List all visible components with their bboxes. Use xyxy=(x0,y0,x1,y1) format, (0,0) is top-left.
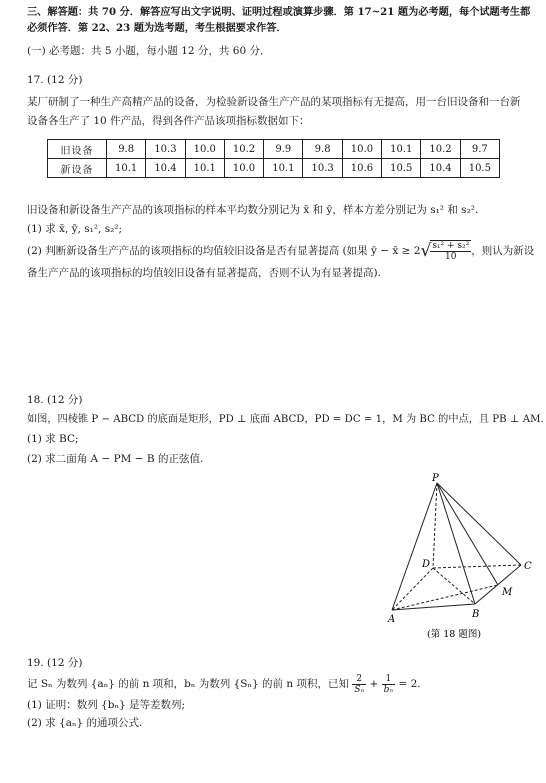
fraction-numerator: 1 xyxy=(382,674,395,685)
table-cell: 10.2 xyxy=(224,140,263,159)
table-row-new xyxy=(48,159,500,178)
q18-part2: (2) 求二面角 A − PM − B 的正弦值. xyxy=(27,453,204,465)
q18-header: 18. (12 分) xyxy=(27,394,83,406)
q18-part1: (1) 求 BC; xyxy=(27,433,79,445)
label-A: A xyxy=(388,614,396,625)
q18-pyramid-figure xyxy=(382,472,532,642)
q17-part2-tail: ，则认为新设 xyxy=(471,245,535,257)
q17-part2-line2: 备生产产品的该项指标的均值较旧设备有显著提高，否则不认为有显著提高). xyxy=(27,267,381,279)
table-cell: 10.1 xyxy=(382,140,421,159)
q17-data-table xyxy=(47,139,500,178)
table-cell: 10.6 xyxy=(342,159,381,178)
q19-statement xyxy=(27,670,421,698)
q19-part1: (1) 证明：数列 {bₙ} 是等差数列; xyxy=(27,699,186,711)
table-cell: 9.8 xyxy=(107,140,146,159)
edge-DC xyxy=(433,565,521,568)
label-C: C xyxy=(524,561,532,572)
q19-fraction-2-over-Sn xyxy=(352,674,366,695)
table-cell: 10.0 xyxy=(185,140,224,159)
q17-part2-line1 xyxy=(27,240,534,262)
fraction-denominator: 10 xyxy=(445,252,457,262)
table-cell: 10.1 xyxy=(185,159,224,178)
q17-part2-text: (2) 判断新设备生产产品的该项指标的均值较旧设备是否有显著提高 (如果 ȳ − x̄ ≥ 2 xyxy=(27,245,421,257)
table-cell: 10.4 xyxy=(146,159,185,178)
table-cell: 10.5 xyxy=(460,159,499,178)
label-P: P xyxy=(432,473,439,484)
fraction-numerator: 2 xyxy=(352,674,366,685)
fraction-denominator: Sₙ xyxy=(354,684,365,695)
edge-PD xyxy=(433,483,437,568)
q19-part2: (2) 求 {aₙ} 的通项公式. xyxy=(27,717,143,729)
q19-fraction-1-over-bn xyxy=(382,674,395,695)
table-cell: 10.2 xyxy=(421,140,460,159)
table-cell: 10.1 xyxy=(107,159,146,178)
label-M: M xyxy=(502,587,513,598)
table-cell: 10.0 xyxy=(224,159,263,178)
q17-intro-line1: 某厂研制了一种生产高精产品的设备，为检验新设备生产产品的某项指标有无提高，用一台旧设备和一台新 xyxy=(27,96,521,108)
figure-caption: (第 18 题图) xyxy=(427,629,482,640)
table-cell: 10.0 xyxy=(342,140,381,159)
table-cell: 10.5 xyxy=(382,159,421,178)
q19-statement-text: 记 Sₙ 为数列 {aₙ} 的前 n 项和，bₙ 为数列 {Sₙ} 的前 n 项积，已知 xyxy=(27,678,349,690)
q17-header: 17. (12 分) xyxy=(27,74,83,86)
edge-DA xyxy=(392,568,433,610)
q17-part1: (1) 求 x̄, ȳ, s₁², s₂²; xyxy=(27,223,123,235)
table-row-old xyxy=(48,140,500,159)
edge-DB xyxy=(433,568,475,604)
table-cell: 10.4 xyxy=(421,159,460,178)
plus-sign: + xyxy=(369,678,379,690)
edge-PA xyxy=(392,483,437,610)
sqrt-icon: √ xyxy=(420,241,432,261)
table-cell: 9.9 xyxy=(264,140,303,159)
q17-intro-line2: 设备各生产了 10 件产品，得到各件产品该项指标数据如下： xyxy=(27,115,310,127)
table-cell: 10.1 xyxy=(264,159,303,178)
new-device-label: 新设备 xyxy=(48,159,107,178)
section-instructions-line2: 必须作答．第 22、23 题为选考题，考生根据要求作答． xyxy=(27,22,287,34)
q18-statement: 如图，四棱锥 P − ABCD 的底面是矩形，PD ⊥ 底面 ABCD，PD = DC = 1，M 为 BC 的中点，且 PB ⊥ AM. xyxy=(27,414,544,425)
label-D: D xyxy=(422,559,431,570)
table-cell: 9.7 xyxy=(460,140,499,159)
q17-statement: 旧设备和新设备生产产品的该项指标的样本平均数分别记为 x̄ 和 ȳ，样本方差分别记为 s₁² 和 s₂². xyxy=(27,204,479,216)
q17-sqrt-fraction xyxy=(430,240,471,262)
table-cell: 10.3 xyxy=(303,159,342,178)
section-instructions-line1: 三、解答题：共 70 分．解答应写出文字说明、证明过程或演算步骤．第 17~21 题为必考题，每个试题考生都 xyxy=(27,6,531,18)
required-questions-heading: (一) 必考题：共 5 小题，每小题 12 分，共 60 分． xyxy=(27,45,271,57)
old-device-label: 旧设备 xyxy=(48,140,107,159)
table-cell: 10.3 xyxy=(146,140,185,159)
edge-BC xyxy=(475,565,521,604)
label-B: B xyxy=(472,609,480,620)
fraction-numerator: s₁² + s₂² xyxy=(432,241,470,251)
q19-equals: = 2. xyxy=(398,678,421,690)
table-cell: 9.8 xyxy=(303,140,342,159)
fraction-denominator: bₙ xyxy=(383,684,394,695)
q19-header: 19. (12 分) xyxy=(27,657,83,669)
